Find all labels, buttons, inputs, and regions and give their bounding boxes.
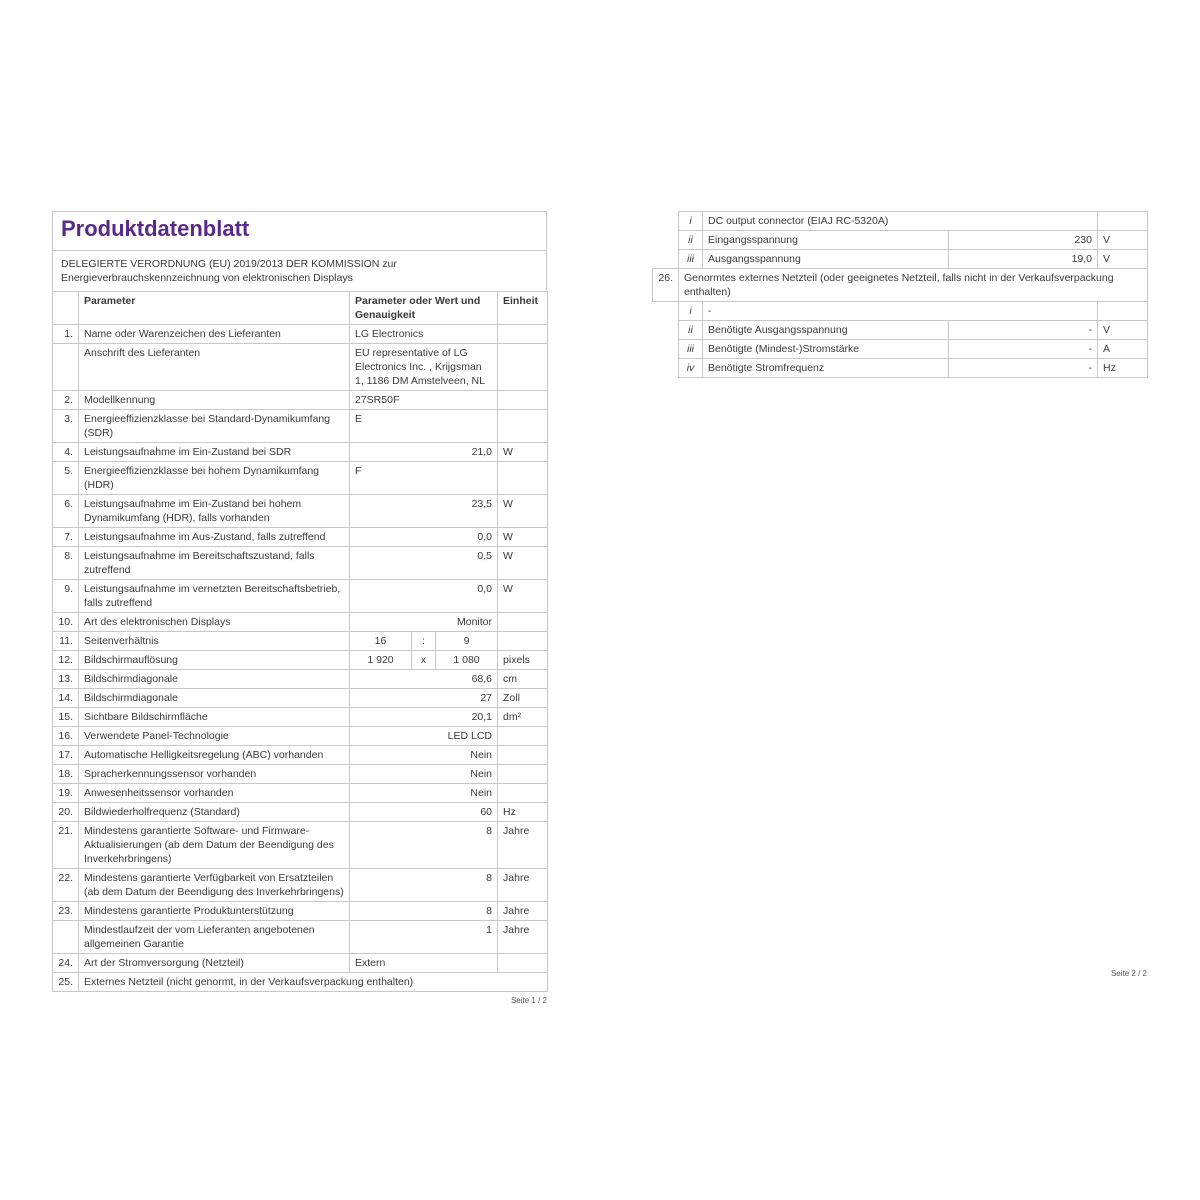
datasheet-table-continued (652, 211, 1148, 378)
table-row: 2. Modellkennung 27SR50F (53, 391, 548, 410)
table-row: 5. Energieeffizienzklasse bei hohem Dynamikumfang (HDR) F (53, 462, 548, 495)
table-row: 16. Verwendete Panel-Technologie LED LCD (53, 727, 548, 746)
table-row: i DC output connector (EIAJ RC-5320A) (653, 212, 1148, 231)
table-row: i - (653, 302, 1148, 321)
table-row: 1. Name oder Warenzeichen des Lieferanten LG Electronics (53, 325, 548, 344)
table-row: 6. Leistungsaufnahme im Ein-Zustand bei hohem Dynamikumfang (HDR), falls vorhanden 23,5 W (53, 495, 548, 528)
page-title: Produktdatenblatt (61, 216, 250, 241)
datasheet-page-1 (52, 211, 547, 1005)
table-row: 22. Mindestens garantierte Verfügbarkeit von Ersatzteilen (ab dem Datum der Beendigung des Inverkehrbringens) 8 Jahre (53, 869, 548, 902)
table-row: 9. Leistungsaufnahme im vernetzten Bereitschaftsbetrieb, falls zutreffend 0,0 W (53, 580, 548, 613)
header-unit: Einheit (498, 292, 548, 325)
table-row: 15. Sichtbare Bildschirmfläche 20,1 dm² (53, 708, 548, 727)
table-header (53, 292, 548, 325)
table-row: 20. Bildwiederholfrequenz (Standard) 60 Hz (53, 803, 548, 822)
title-box (52, 211, 547, 291)
table-row: 18. Spracherkennungssensor vorhanden Nein (53, 765, 548, 784)
datasheet-table (52, 291, 548, 992)
table-row: 24. Art der Stromversorgung (Netzteil) Extern (53, 954, 548, 973)
table-row: 13. Bildschirmdiagonale 68,6 cm (53, 670, 548, 689)
table-row: 25. Externes Netzteil (nicht genormt, in der Verkaufsverpackung enthalten) (53, 973, 548, 992)
table-row: 21. Mindestens garantierte Software- und Firmware-Aktualisierungen (ab dem Datum der Beendigung des Inverkehrbringens) 8 Jahre (53, 822, 548, 869)
table-row: 4. Leistungsaufnahme im Ein-Zustand bei SDR 21,0 W (53, 443, 548, 462)
table-row: 12. Bildschirmauflösung 1 920 x 1 080 pixels (53, 651, 548, 670)
table-row: 8. Leistungsaufnahme im Bereitschaftszustand, falls zutreffend 0,5 W (53, 547, 548, 580)
table-row: iv Benötigte Stromfrequenz - Hz (653, 359, 1148, 378)
table-row: iii Ausgangsspannung 19,0 V (653, 250, 1148, 269)
page-footer: Seite 2 / 2 (1110, 969, 1147, 978)
regulation-subtitle: DELEGIERTE VERORDNUNG (EU) 2019/2013 DER KOMMISSION zur Energieverbrauchskennzeichnung von elektronischen Displays (53, 250, 546, 291)
table-row: iii Benötigte (Mindest-)Stromstärke - A (653, 340, 1148, 359)
table-row: ii Eingangsspannung 230 V (653, 231, 1148, 250)
table-row: 26. Genormtes externes Netzteil (oder geeignetes Netzteil, falls nicht in der Verkaufsverpackung enthalten) (653, 269, 1148, 302)
table-row: 23. Mindestens garantierte Produktunterstützung 8 Jahre (53, 902, 548, 921)
header-value: Parameter oder Wert und Genauigkeit (350, 292, 498, 325)
table-row: Mindestlaufzeit der vom Lieferanten angebotenen allgemeinen Garantie 1 Jahre (53, 921, 548, 954)
table-row: 10. Art des elektronischen Displays Monitor (53, 613, 548, 632)
table-row: 7. Leistungsaufnahme im Aus-Zustand, falls zutreffend 0,0 W (53, 528, 548, 547)
table-row: 17. Automatische Helligkeitsregelung (ABC) vorhanden Nein (53, 746, 548, 765)
datasheet-page-2 (652, 211, 1147, 978)
table-row: 19. Anwesenheitssensor vorhanden Nein (53, 784, 548, 803)
table-row: 11. Seitenverhältnis 16 : 9 (53, 632, 548, 651)
page-footer: Seite 1 / 2 (510, 996, 547, 1005)
table-row: 14. Bildschirmdiagonale 27 Zoll (53, 689, 548, 708)
table-row: Anschrift des Lieferanten EU representative of LG Electronics Inc. , Krijgsman 1, 1186 DM Amstelveen, NL (53, 344, 548, 391)
table-row: ii Benötigte Ausgangsspannung - V (653, 321, 1148, 340)
table-row: 3. Energieeffizienzklasse bei Standard-Dynamikumfang (SDR) E (53, 410, 548, 443)
header-parameter: Parameter (79, 292, 350, 325)
